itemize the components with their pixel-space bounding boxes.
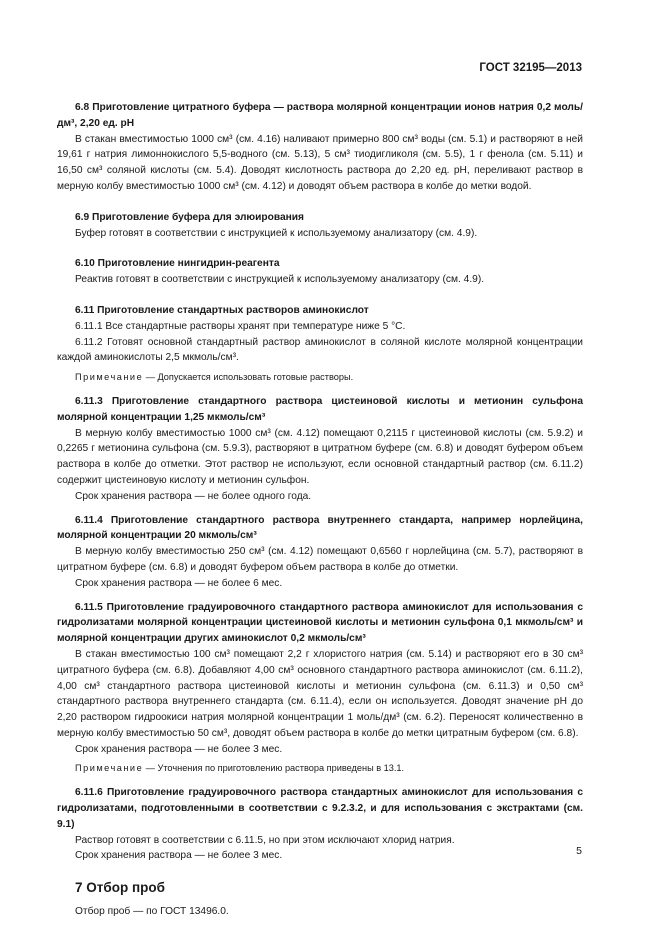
section-6-11-6-body: Раствор готовят в соответствии с 6.11.5, но при этом исключают хлорид натрия. xyxy=(75,834,455,846)
section-6-11-4-body: В мерную колбу вместимостью 250 см³ (см. 4.12) помещают 0,6560 г норлейцина (см. 5.7), растворяют в цитратном буфере (см. 6.8) и доводят буфером объем раствора в колбе до отметки. xyxy=(57,546,583,573)
section-6-11-6-heading: 6.11.6 Приготовление градуировочного раствора стандартных аминокислот для использования с гидролизатами, подготовленными в соответствии с 9.2.3.2, и для использования с экстрактами (см. 9.1) xyxy=(57,787,583,830)
section-6-11-3-heading: 6.11.3 Приготовление стандартного раствора цистеиновой кислоты и метионин сульфона молярной концентрации 1,25 мкмоль/см³ xyxy=(57,395,583,423)
section-6-11-3-body: В мерную колбу вместимостью 1000 см³ (см. 4.12) помещают 0,2115 г цистеиновой кислоты (см. 5.9.2) и 0,2265 г метионина сульфона (см. 5.9.3), растворяют в цитратном буфере (см. 6.8) и доводят буфером объем раствора в колбе до отметки. Этот раствор не используют, если основной стандартный раствор (см. 6.11.2) содержит цистеиновую кислоту и метионин сульфон. xyxy=(57,427,583,486)
section-6-11-2: 6.11.2 Готовят основной стандартный раствор аминокислот в соляной кислоте молярной концентрации каждой аминокислоты 2,5 мкмоль/см³. xyxy=(57,336,583,364)
section-7-heading: 7 Отбор проб xyxy=(75,880,165,896)
section-6-9-heading: 6.9 Приготовление буфера для элюирования xyxy=(75,211,304,223)
section-7-body: Отбор проб — по ГОСТ 13496.0. xyxy=(75,906,229,918)
note-text: — Уточнения по приготовлению раствора приведены в 13.1. xyxy=(143,763,405,774)
section-6-10-body: Реактив готовят в соответствии с инструкцией к используемому анализатору (см. 4.9). xyxy=(75,274,485,286)
section-6-11-4-storage: Срок хранения раствора — не более 6 мес. xyxy=(75,577,283,589)
section-6-11-5-storage: Срок хранения раствора — не более 3 мес. xyxy=(75,743,283,755)
section-6-11-1: 6.11.1 Все стандартные растворы хранят при температуре ниже 5 °С. xyxy=(75,320,406,332)
section-6-11-6-storage: Срок хранения раствора — не более 3 мес. xyxy=(75,850,283,862)
doc-header: ГОСТ 32195—2013 xyxy=(479,62,582,74)
page-number: 5 xyxy=(576,845,582,857)
section-6-10-heading: 6.10 Приготовление нингидрин-реагента xyxy=(75,258,280,270)
section-6-8-heading: 6.8 Приготовление цитратного буфера — раствора молярной концентрации ионов натрия 0,2 моль/дм³, 2,20 ед. pH xyxy=(57,102,583,129)
note-2 xyxy=(57,761,583,777)
section-6-9-body: Буфер готовят в соответствии с инструкцией к используемому анализатору (см. 4.9). xyxy=(75,227,478,239)
section-6-11-heading: 6.11 Приготовление стандартных растворов аминокислот xyxy=(75,304,369,316)
section-6-11-5-heading: 6.11.5 Приготовление градуировочного стандартного раствора аминокислот для использования с гидролизатами молярной концентрации цистеиновой кислоты и метионин сульфона 0,1 мкмоль/см³ и молярной концентрации других аминокислот 0,2 мкмоль/см³ xyxy=(57,601,583,645)
note-label: Примечание xyxy=(75,763,144,774)
note-1 xyxy=(57,370,583,386)
section-6-8-body: В стакан вместимостью 1000 см³ (см. 4.16) наливают примерно 800 см³ воды (см. 5.1) и растворяют в ней 19,61 г натрия лимоннокислого 5,5-водного (см. 5.13), 5 см³ тиодигликоля (см. 5.5), 1 г фенола (см. 5.11) и 16,50 см³ соляной кислоты (см. 5.4). Доводят кислотность раствора до 2,20 ед. pH, переливают раствор в мерную колбу вместимостью 1000 см³ (см. 4.12) и доводят объем раствора в колбе до метки водой. xyxy=(57,133,583,192)
doc-content xyxy=(57,92,583,920)
note-text: — Допускается использовать готовые растворы. xyxy=(143,372,354,383)
note-label: Примечание xyxy=(75,372,144,383)
section-6-11-3-storage: Срок хранения раствора — не более одного года. xyxy=(75,490,312,502)
section-6-11-5-body: В стакан вместимостью 100 см³ помещают 2,2 г хлористого натрия (см. 5.14) и растворяют его в 30 см³ цитратного буфера (см. 6.8). Добавляют 4,00 см³ основного стандартного раствора аминокислот (см. 6.11.2), 4,00 см³ стандартного раствора цистеиновой кислоты и метионин сульфона (см. 6.11.3) и 0,50 см³ стандартного раствора внутреннего стандарта (см. 6.11.4), если он используется. Доводят значение pH до 2,20 раствором гидроокиси натрия молярной концентрации 1 моль/дм³ (см. 6.2). Переносят количественно в мерную колбу вместимостью 50 см³, доводят объем раствора в колбе до метки цитратным буфером (см. 6.8). xyxy=(57,648,583,739)
section-6-11-4-heading: 6.11.4 Приготовление стандартного раствора внутреннего стандарта, например норлейцина, молярной концентрации 20 мкмоль/см³ xyxy=(57,514,583,542)
